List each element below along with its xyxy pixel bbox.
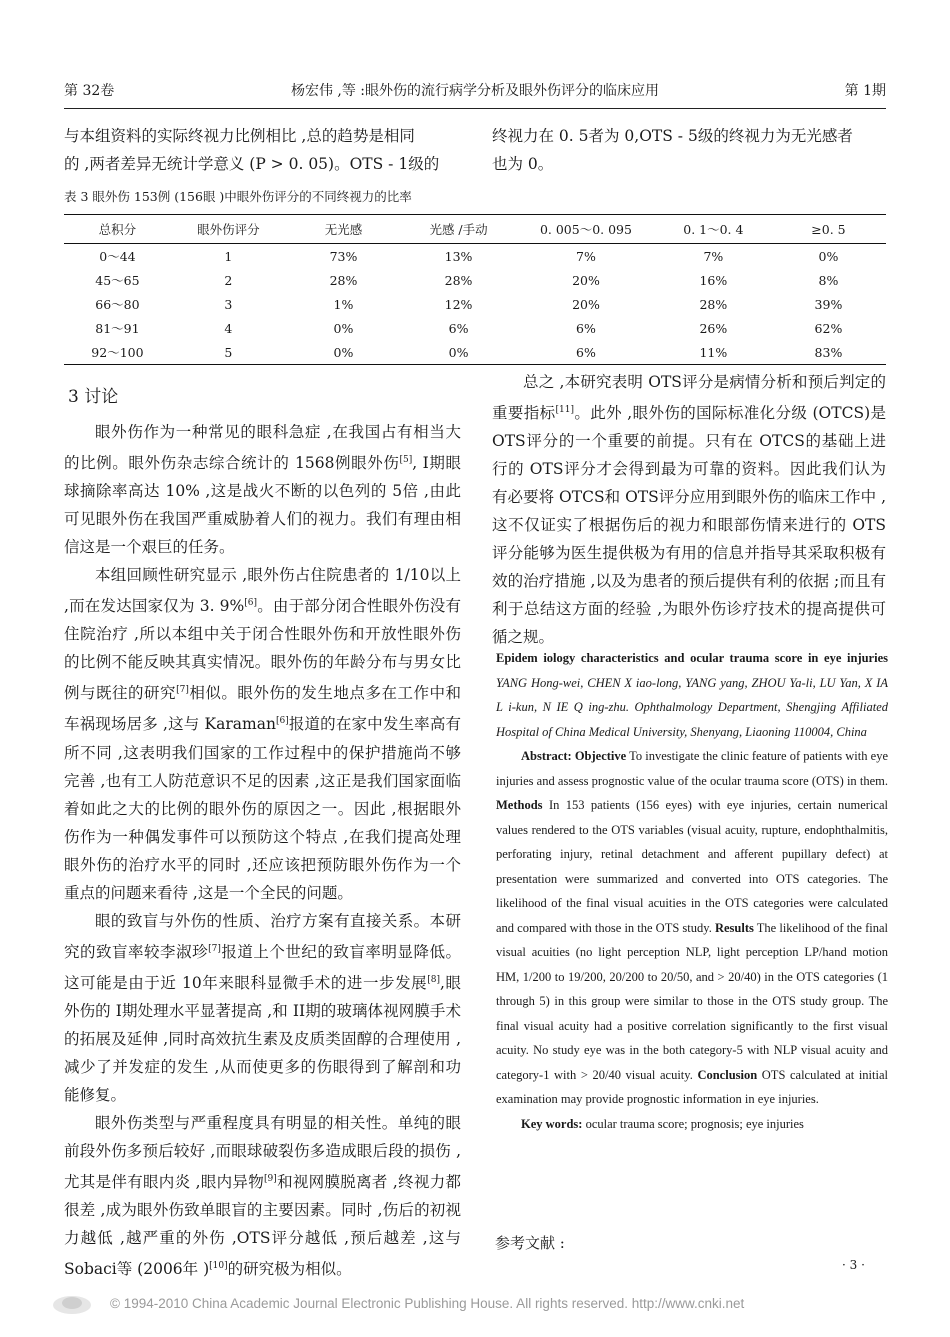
table-row bbox=[64, 316, 886, 340]
table-cell: 6% bbox=[448, 320, 469, 336]
table-cell: 0% bbox=[818, 248, 839, 264]
table-cell: 1% bbox=[333, 296, 354, 312]
table-cell: 66～80 bbox=[95, 297, 140, 312]
right-column bbox=[492, 368, 886, 651]
table-3 bbox=[64, 214, 886, 365]
conclusion-text: OTS calculated at initial examination may provide prognostic information in eye injuries. bbox=[496, 1067, 889, 1106]
table-cell: 6% bbox=[516, 340, 656, 365]
english-authors: YANG Hong-wei, CHEN X iao-long, YANG yang, ZHOU Ya-li, LU Yan, X IA L i-kun, N IE Q ing-zhu. Ophthalmology Department, Shengjing Affiliated Hospital of China Medical University, Shenyang, Liaoning 110004, China bbox=[496, 675, 888, 739]
references-heading: 参考文献 : bbox=[495, 1234, 565, 1252]
table-cell: 12% bbox=[444, 296, 473, 312]
table-cell: 16% bbox=[699, 272, 728, 288]
table-cell: 28% bbox=[444, 272, 473, 288]
objective-text: To investigate the clinic feature of patients with eye injuries and assess prognostic value of the ocular trauma score (OTS) in them. bbox=[496, 749, 888, 788]
table-row bbox=[64, 268, 886, 292]
table-cell: 7% bbox=[576, 248, 596, 264]
methods-label: Methods bbox=[496, 798, 543, 812]
abstract-label: Abstract: bbox=[521, 749, 572, 763]
table-cell: 81～91 bbox=[95, 321, 140, 336]
table-cell: 0% bbox=[286, 340, 401, 365]
citation: [10] bbox=[209, 1261, 228, 1272]
text-run: 和视网膜脱离者 ,终视力都很差 ,成为眼外伤致单眼盲的主要因素。同时 ,伤后的初视力越低 ,越严重的外伤 ,OTS评分越低 ,预后越差 ,这与 Sobaci等 (2006年 ) bbox=[64, 1173, 462, 1279]
table-cell: 7% bbox=[703, 248, 724, 264]
citation: [6] bbox=[244, 598, 258, 609]
table-caption: 表 3 眼外伤 153例 (156眼 )中眼外伤评分的不同终视力的比率 bbox=[64, 189, 412, 204]
column-header: 0. 1～0. 4 bbox=[656, 215, 771, 244]
paragraph bbox=[64, 907, 461, 1109]
text-run: 报道的在家中发生率高有所不同 ,这表明我们国家的工作过程中的保护措施尚不够完善 ,也有工人防范意识不足的因素 ,这正是我们国家面临着如此之大的比例的眼外伤的原因之一。因此 ,根据眼外伤作为一种偶发事件可以预防这个特点 ,在我们提高处理眼外伤的治疗水平的同时 ,还应该把预防眼外伤作为一个重点的问题来看待 ,这是一个全民的问题。 bbox=[64, 715, 461, 902]
column-header: ≥0. 5 bbox=[771, 215, 886, 244]
running-title: 杨宏伟 ,等 :眼外伤的流行病学分析及眼外伤评分的临床应用 bbox=[290, 83, 660, 99]
citation: [5] bbox=[399, 455, 413, 465]
top-left-text bbox=[64, 122, 461, 178]
table-cell: 1 bbox=[224, 248, 233, 264]
table-cell: 6% bbox=[576, 320, 596, 336]
top-right-text bbox=[492, 122, 886, 178]
text-run: ,眼外伤的 I期处理水平显著提高 ,和 II期的玻璃体视网膜手术的拓展及延伸 ,同时高效抗生素及皮质类固醇的合理使用 ,减少了并发症的发生 ,从而使更多的伤眼得到了解剖和功能修复。 bbox=[64, 973, 461, 1104]
table-cell: 2 bbox=[224, 272, 233, 288]
text-run: 眼外伤类型与严重程度具有明显的相关性。单纯的眼前段外伤多预后较好 ,而眼球破裂伤多造成眼后段的损伤 ,尤其是伴有眼内炎 ,眼内异物 bbox=[64, 1113, 461, 1192]
text-line: 的 ,两者差异无统计学意义 (P > 0. 05)。OTS - 1级的 bbox=[64, 155, 440, 173]
copyright-footer: © 1994-2010 China Academic Journal Electronic Publishing House. All rights reserved. http://www.cnki.net bbox=[110, 1296, 745, 1311]
table-row bbox=[64, 340, 886, 365]
keywords-text: ocular trauma score; prognosis; eye injuries bbox=[585, 1116, 804, 1131]
header-rule bbox=[64, 108, 886, 109]
table-cell: 13% bbox=[444, 248, 473, 264]
keywords-label: Key words: bbox=[521, 1116, 583, 1131]
left-column bbox=[64, 418, 461, 1283]
column-header: 无光感 bbox=[286, 215, 401, 244]
keywords-line bbox=[496, 1112, 888, 1137]
results-text: The likelihood of the final visual acuities (no light perception NLP, light perception LP/hand motion HM, 1/200 to 19/200, 20/200 to 20/50, and > 20/40) in the OTS categories (1 through 5) in this group were similar to those in the OTS study group. The final visual acuity had a positive correlation significantly to the first visual acuity. No study eye was in the both category-5 with NLP visual acuity and category-1 with > 20/40 visual acuity. bbox=[496, 920, 889, 1082]
volume-label: 第 32卷 bbox=[64, 83, 115, 99]
text-run: 总之 ,本研究表明 OTS评分是病情分析和预后判定的重要指标 bbox=[492, 373, 886, 423]
text-run: 本组回顾性研究显示 ,眼外伤占住院患者的 1/10以上 ,而在发达国家仅为 3. 9% bbox=[64, 566, 461, 616]
table-cell: 92～100 bbox=[64, 340, 171, 365]
citation: [6] bbox=[275, 716, 289, 727]
table-cell: 20% bbox=[572, 272, 600, 288]
table-cell: 39% bbox=[814, 296, 843, 312]
column-header: 总积分 bbox=[64, 215, 171, 244]
text-run: 。此外 ,眼外伤的国际标准化分级 (OTCS)是 OTS评分的一个重要的前提。只有在 OTCS的基础上进行的 OTS评分才会得到最为可靠的资料。因此我们认为有必要将 OTCS和 OTS评分应用到眼外伤的临床工作中 ,这不仅证实了根据伤后的视力和眼部伤情来进行的 OTS评分能够为医生提供极为有用的信息并指导其采取积极有效的治疗措施 ,以及为患者的预后提供有利的依据 ;而且有利于总结这方面的经验 ,为眼外伤诊疗技术的提高提供可循之规。 bbox=[492, 404, 886, 647]
abstract-body bbox=[496, 744, 888, 1112]
cnki-logo-icon bbox=[50, 1290, 94, 1316]
text-run: 的研究极为相似。 bbox=[227, 1260, 352, 1279]
table-cell: 28% bbox=[329, 272, 358, 288]
table-cell: 62% bbox=[814, 320, 843, 336]
paragraph bbox=[64, 561, 461, 906]
paragraph bbox=[64, 1109, 461, 1283]
methods-text: In 153 patients (156 eyes) with eye injuries, certain numerical values rendered to the OTS variables (visual acuity, rupture, endophthalmitis, perforating injury, retinal detachment and afferent pupillary defect) at presentation were summarized and converted into OTS categories. The likelihood of the final visual acuities in the OTS categories were calculated and compared with those in the OTS study. bbox=[496, 798, 889, 935]
table-cell: 0% bbox=[401, 340, 516, 365]
results-label: Results bbox=[714, 920, 754, 935]
table-cell: 8% bbox=[818, 272, 839, 288]
text-run: 报道上个世纪的致盲率明显降低。这可能是由于近 10年来眼科显微手术的进一步发展 bbox=[64, 942, 461, 992]
paragraph bbox=[64, 418, 461, 561]
text-line: 与本组资料的实际终视力比例相比 ,总的趋势是相同 bbox=[64, 127, 415, 145]
citation: [8] bbox=[427, 974, 440, 985]
english-title-block bbox=[496, 646, 888, 744]
objective-label: Objective bbox=[574, 749, 627, 763]
citation: [11] bbox=[555, 405, 574, 415]
citation: [7] bbox=[176, 685, 189, 696]
citation: [9] bbox=[264, 1173, 277, 1184]
text-line: 终视力在 0. 5者为 0,OTS - 5级的终视力为无光感者 bbox=[492, 127, 853, 145]
table-cell: 4 bbox=[224, 320, 233, 336]
table-cell: 0～44 bbox=[99, 249, 136, 264]
table-cell: 45～65 bbox=[95, 273, 140, 288]
issue-label: 第 1期 bbox=[844, 83, 886, 99]
table-cell: 0% bbox=[333, 320, 354, 336]
table-cell: 3 bbox=[224, 296, 233, 312]
text-run: 。由于部分闭合性眼外伤没有住院治疗 ,所以本组中关于闭合性眼外伤和开放性眼外伤的比例不能反映其真实情况。眼外伤的年龄分布与男女比例与既往的研究 bbox=[64, 597, 461, 703]
column-header: 眼外伤评分 bbox=[171, 215, 286, 244]
table-cell: 26% bbox=[699, 320, 728, 336]
running-header bbox=[64, 80, 886, 106]
text-run: 眼的致盲与外伤的性质、治疗方案有直接关系。本研究的致盲率较李淑珍 bbox=[64, 911, 461, 961]
conclusion-label: Conclusion bbox=[697, 1067, 758, 1082]
citation: [7] bbox=[208, 943, 221, 954]
column-header: 光感 /手动 bbox=[401, 215, 516, 244]
table-cell: 5 bbox=[171, 340, 286, 365]
english-abstract bbox=[496, 646, 888, 1136]
section-heading: 3 讨论 bbox=[68, 387, 119, 407]
english-title: Epidem iology characteristics and ocular trauma score in eye injuries bbox=[496, 651, 888, 665]
text-run: 相似。眼外伤的发生地点多在工作中和车祸现场居多 ,这与 Karaman bbox=[64, 684, 461, 734]
text-run: 眼外伤作为一种常见的眼科急症 ,在我国占有相当大的比例。眼外伤杂志综合统计的 1568例眼外伤 bbox=[64, 423, 461, 473]
text-run: , I期眼球摘除率高达 10% ,这是战火不断的以色列的 5倍 ,由此可见眼外伤在我国严重威胁着人们的视力。我们有理由相信这是一个艰巨的任务。 bbox=[64, 454, 462, 557]
column-header: 0. 005～0. 095 bbox=[516, 215, 656, 244]
table-cell: 11% bbox=[656, 340, 771, 365]
table-cell: 28% bbox=[699, 296, 728, 312]
table-cell: 83% bbox=[771, 340, 886, 365]
text-line: 也为 0。 bbox=[492, 155, 554, 173]
table-cell: 73% bbox=[329, 248, 358, 264]
page-number: · 3 · bbox=[842, 1258, 865, 1272]
table-row bbox=[64, 244, 886, 269]
table-row bbox=[64, 292, 886, 316]
paragraph bbox=[492, 368, 886, 651]
table-header-row bbox=[64, 215, 886, 244]
table-cell: 20% bbox=[572, 296, 600, 312]
